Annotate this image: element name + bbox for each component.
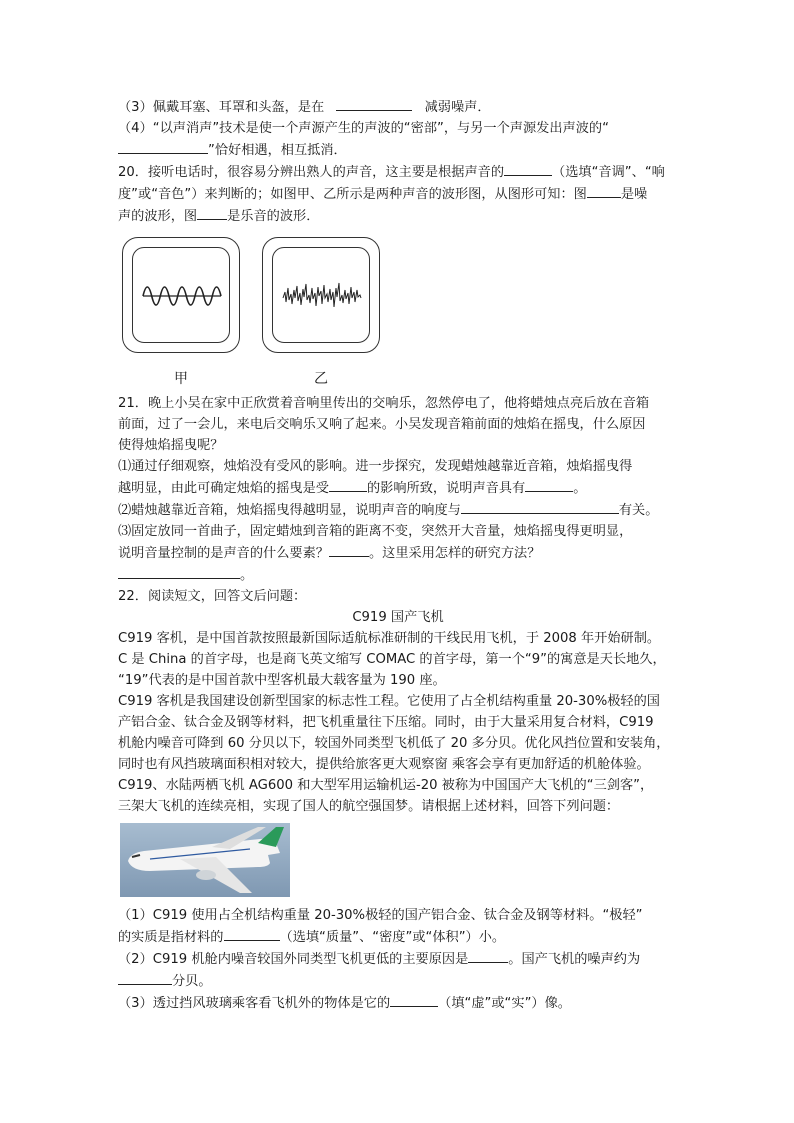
passage-p1-line: “19”代表的是中国首款中型客机最大载客量为 190 座。 [118, 673, 446, 688]
waveform-figures [118, 237, 678, 393]
passage-p2-line: 产铝合金、钛合金及钢等材料，把飞机重量往下压缩。同时，由于大量采用复合材料，C919 [118, 715, 654, 730]
q22-text: （填“虚”或“实”）像。 [438, 996, 571, 1011]
q19-part4-cont [118, 139, 678, 161]
q19-part3-end: 减弱噪声． [424, 100, 491, 115]
answer-blank[interactable] [468, 948, 508, 963]
q22-intro: 22．阅读短文，回答文后问题： [118, 589, 307, 604]
q22-text: 分贝。 [172, 974, 212, 989]
q20-text: 声的波形，图 [118, 209, 198, 224]
answer-blank[interactable] [525, 477, 573, 492]
passage-p2-line: C919、水陆两栖飞机 AG600 和大型军用运输机运-20 被称为中国国产大飞机的“三剑客”， [118, 778, 654, 793]
waveform-screen-a [122, 237, 240, 353]
answer-blank[interactable] [197, 205, 227, 220]
q21-text: 。这里采用怎样的研究方法？ [369, 546, 541, 561]
q21-line1: 21．晚上小吴在家中正欣赏着音响里传出的交响乐，忽然停电了，他将蜡烛点亮后放在音箱 [118, 396, 650, 411]
q22-text: 。国产飞机的噪声约为 [508, 952, 641, 967]
answer-blank[interactable] [224, 926, 280, 941]
q19-part4-end: ”恰好相遇，相互抵消． [208, 143, 347, 158]
q21-text: 的影响所致，说明声音具有 [367, 481, 526, 496]
q20-line2 [118, 183, 678, 205]
q21-line3: 使得烛焰摇曳呢？ [118, 438, 224, 453]
q22-text: （选填“质量”、“密度”或“体积”）小。 [279, 930, 506, 945]
answer-blank[interactable] [390, 992, 438, 1007]
figure-label-a: 甲 [174, 371, 188, 387]
waveform-screen-b [262, 237, 380, 353]
q22-question2-line1 [118, 948, 678, 970]
q20-text: （选填“音调”、“响 [552, 165, 665, 180]
q20-text: 是乐音的波形． [227, 209, 320, 224]
q22-question1-line2 [118, 926, 678, 948]
q21-line8 [118, 542, 678, 564]
q21-text: 有关。 [618, 503, 659, 518]
answer-blank[interactable] [587, 183, 621, 198]
q22-question2-line2 [118, 970, 678, 992]
q22-question1-line1: （1）C919 使用占全机结构重量 20-30%极轻的国产铝合金、钛合金及钢等材料。“极轻” [118, 908, 643, 923]
answer-blank[interactable] [118, 564, 240, 579]
q19-part3-text: （3）佩戴耳塞、耳罩和头盔，是在 [118, 100, 325, 115]
answer-blank[interactable] [118, 139, 208, 154]
q19-part3 [118, 96, 678, 118]
passage-p2-line: 机舱内噪音可降到 60 分贝以下，较国外同类型飞机低了 20 多分贝。优化风挡位置和安装角， [118, 736, 670, 751]
passage-p1-line: C919 客机，是中国首款按照最新国际适航标准研制的干线民用飞机，于 2008 年开始研制。 [118, 631, 661, 646]
q19-part4: （4）“以声消声”技术是使一个声源产生的声波的“密部”，与另一个声源发出声波的“ [118, 121, 609, 136]
passage-title: C919 国产飞机 [352, 610, 444, 625]
answer-blank[interactable] [336, 96, 412, 111]
q21-line7: ⑶固定放同一首曲子，固定蜡烛到音箱的距离不变，突然开大音量，烛焰摇曳得更明显， [118, 524, 633, 539]
c919-airplane-image [120, 823, 290, 897]
q21-line5 [118, 477, 678, 499]
q20-text: 20．接听电话时，很容易分辨出熟人的声音，这主要是根据声音的 [118, 165, 505, 180]
answer-blank[interactable] [504, 161, 552, 176]
answer-blank[interactable] [329, 477, 367, 492]
q21-text: 说明音量控制的是声音的什么要素？ [118, 546, 329, 561]
q20-text: 度”或“音色”）来判断的；如图甲、乙所示是两种声音的波形图，从图形可知：图 [118, 187, 587, 202]
q20-line3 [118, 205, 678, 227]
q21-text: ⑵蜡烛越靠近音箱，烛焰摇曳得越明显，说明声音的响度与 [118, 503, 461, 518]
q21-text: 。 [573, 481, 587, 496]
q21-text: 越明显，由此可确定烛焰的摇曳是受 [118, 481, 329, 496]
passage-p2-line: 同时也有风挡玻璃面积相对较大，提供给旅客更大观察窗 乘客会享有更加舒适的机舱体验。 [118, 757, 650, 772]
answer-blank[interactable] [118, 970, 172, 985]
passage-p1-line: C 是 China 的首字母，也是商飞英文缩写 COMAC 的首字母，第一个“9”的寓意是天长地久， [118, 652, 666, 667]
q21-line9 [118, 564, 678, 586]
exam-page [118, 96, 678, 1014]
q21-line4: ⑴通过仔细观察，烛焰没有受风的影响。进一步探究，发现蜡烛越靠近音箱，烛焰摇曳得 [118, 459, 633, 474]
answer-blank[interactable] [329, 542, 369, 557]
q20-text: 是噪 [620, 187, 648, 202]
q20-line1 [118, 161, 678, 183]
q22-question3 [118, 992, 678, 1014]
noise-wave-icon [263, 238, 381, 354]
q22-text: （3）透过挡风玻璃乘客看飞机外的物体是它的 [118, 996, 391, 1011]
answer-blank[interactable] [461, 499, 619, 514]
figure-label-b: 乙 [314, 371, 328, 387]
q22-text: （2）C919 机舱内噪音较国外同类型飞机更低的主要原因是 [118, 952, 469, 967]
q21-line2: 前面，过了一会儿，来电后交响乐又响了起来。小吴发现音箱前面的烛焰在摇曳，什么原因 [118, 417, 646, 432]
q21-line6 [118, 499, 678, 521]
passage-p2-line: C919 客机是我国建设创新型国家的标志性工程。它使用了占全机结构重量 20-30%极轻的国 [118, 694, 660, 709]
passage-p2-line: 三架大飞机的连续亮相，实现了国人的航空强国梦。请根据上述材料，回答下列问题： [118, 799, 620, 814]
sine-wave-icon [123, 238, 241, 354]
q21-text: 。 [240, 568, 254, 583]
q22-text: 的实质是指材料的 [118, 930, 224, 945]
